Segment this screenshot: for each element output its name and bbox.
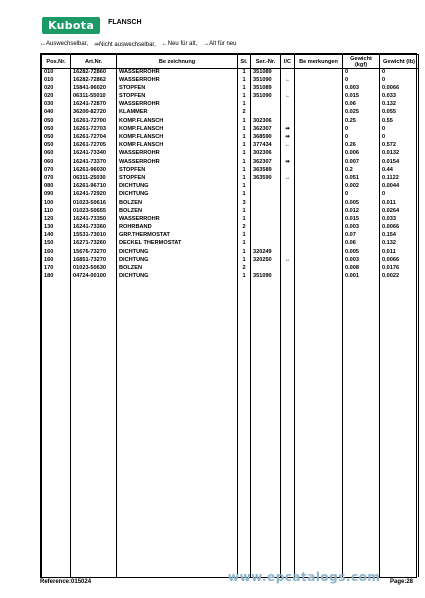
- interchange-cell: ⇸: [281, 126, 295, 134]
- col-header-weight-lb: Gewicht (lb): [380, 55, 419, 69]
- remarks-cell: [295, 183, 343, 191]
- table-header-row: [42, 55, 419, 69]
- table-row: [42, 134, 419, 142]
- legend-old-for-new: →Alt für neu: [203, 41, 237, 47]
- empty-cell: [71, 281, 117, 577]
- description-cell: WASSERROHR: [117, 216, 238, 224]
- weight-lb-cell: 0.011: [380, 249, 419, 257]
- col-header-description: Be zeichnung: [117, 55, 238, 69]
- description-cell: DICHTUNG: [117, 183, 238, 191]
- quantity-cell: 2: [238, 265, 251, 273]
- weight-lb-cell: 0: [380, 191, 419, 199]
- weight-kgf-cell: 0.005: [343, 249, 380, 257]
- description-cell: DICHTUNG: [117, 273, 238, 281]
- remarks-cell: [295, 118, 343, 126]
- table-row: [42, 69, 419, 77]
- description-cell: WASSERROHR: [117, 77, 238, 85]
- serial-cell: [251, 224, 281, 232]
- quantity-cell: 1: [238, 159, 251, 167]
- interchange-cell: [281, 69, 295, 77]
- weight-kgf-cell: 0.015: [343, 93, 380, 101]
- quantity-cell: 1: [238, 216, 251, 224]
- weight-kgf-cell: 0: [343, 126, 380, 134]
- description-cell: WASSERROHR: [117, 101, 238, 109]
- interchange-cell: ←: [281, 77, 295, 85]
- interchange-cell: [281, 109, 295, 117]
- interchange-cell: [281, 208, 295, 216]
- table-row: [42, 126, 419, 134]
- pos-cell: 100: [42, 200, 71, 208]
- part-number-cell: 16851-73270: [71, 257, 117, 265]
- remarks-cell: [295, 200, 343, 208]
- weight-lb-cell: 0: [380, 126, 419, 134]
- weight-kgf-cell: 0.015: [343, 216, 380, 224]
- description-cell: DICHTUNG: [117, 249, 238, 257]
- table-row: [42, 175, 419, 183]
- quantity-cell: 2: [238, 109, 251, 117]
- page-title: FLANSCH: [108, 18, 142, 26]
- part-number-cell: 16241-73370: [71, 159, 117, 167]
- serial-cell: 351089: [251, 69, 281, 77]
- remarks-cell: [295, 93, 343, 101]
- interchange-cell: [281, 273, 295, 281]
- table-row: [42, 159, 419, 167]
- interchange-cell: [281, 118, 295, 126]
- table-row: [42, 142, 419, 150]
- table-row: [42, 183, 419, 191]
- col-header-serial: Ser.-Nr.: [251, 55, 281, 69]
- pos-cell: 140: [42, 232, 71, 240]
- remarks-cell: [295, 208, 343, 216]
- remarks-cell: [295, 101, 343, 109]
- interchange-cell: [281, 249, 295, 257]
- interchange-cell: [281, 216, 295, 224]
- quantity-cell: 3: [238, 200, 251, 208]
- remarks-cell: [295, 175, 343, 183]
- interchange-cell: ↔: [281, 175, 295, 183]
- interchange-cell: [281, 240, 295, 248]
- pos-cell: 040: [42, 109, 71, 117]
- weight-lb-cell: 0.132: [380, 101, 419, 109]
- weight-lb-cell: 0.572: [380, 142, 419, 150]
- quantity-cell: 2: [238, 224, 251, 232]
- part-number-cell: 15676-73270: [71, 249, 117, 257]
- legend-interchangeable: ↔Auswechselbar,: [40, 41, 89, 47]
- pos-cell: 170: [42, 265, 71, 273]
- quantity-cell: 1: [238, 175, 251, 183]
- weight-kgf-cell: 0.007: [343, 159, 380, 167]
- description-cell: DICHTUNG: [117, 257, 238, 265]
- serial-cell: 362307: [251, 126, 281, 134]
- table-row: [42, 150, 419, 158]
- interchange-cell: [281, 224, 295, 232]
- table-row: [42, 101, 419, 109]
- remarks-cell: [295, 134, 343, 142]
- weight-lb-cell: 0.0066: [380, 85, 419, 93]
- description-cell: DECKEL THERMOSTAT: [117, 240, 238, 248]
- document-header: [42, 14, 142, 36]
- table-row: [42, 93, 419, 101]
- description-cell: WASSERROHR: [117, 159, 238, 167]
- weight-kgf-cell: 0.06: [343, 240, 380, 248]
- quantity-cell: 1: [238, 118, 251, 126]
- serial-cell: [251, 232, 281, 240]
- weight-lb-cell: 0.033: [380, 93, 419, 101]
- remarks-cell: [295, 85, 343, 93]
- col-header-pos: Pos.Nr.: [42, 55, 71, 69]
- weight-lb-cell: 0: [380, 134, 419, 142]
- remarks-cell: [295, 109, 343, 117]
- weight-lb-cell: 0.55: [380, 118, 419, 126]
- weight-kgf-cell: 0: [343, 69, 380, 77]
- description-cell: KOMP.FLANSCH: [117, 126, 238, 134]
- weight-lb-cell: 0.0044: [380, 183, 419, 191]
- remarks-cell: [295, 257, 343, 265]
- pos-cell: 130: [42, 224, 71, 232]
- interchange-cell: ←: [281, 93, 295, 101]
- part-number-cell: 16241-72920: [71, 191, 117, 199]
- weight-kgf-cell: 0.003: [343, 257, 380, 265]
- part-number-cell: 36200-82720: [71, 109, 117, 117]
- empty-cell: [281, 281, 295, 577]
- pos-cell: 070: [42, 167, 71, 175]
- weight-kgf-cell: 0.002: [343, 183, 380, 191]
- quantity-cell: 1: [238, 101, 251, 109]
- kubota-logo: Kubota: [42, 17, 100, 34]
- part-number-cell: 16271-73260: [71, 240, 117, 248]
- pos-cell: 030: [42, 101, 71, 109]
- serial-cell: 302306: [251, 118, 281, 126]
- pos-cell: 120: [42, 216, 71, 224]
- weight-kgf-cell: 0.25: [343, 118, 380, 126]
- empty-cell: [380, 281, 419, 577]
- quantity-cell: 1: [238, 142, 251, 150]
- part-number-cell: 16261-96710: [71, 183, 117, 191]
- interchange-cell: [281, 183, 295, 191]
- table-row: [42, 191, 419, 199]
- table-row: [42, 167, 419, 175]
- part-number-cell: 16261-96030: [71, 167, 117, 175]
- weight-kgf-cell: 0: [343, 77, 380, 85]
- serial-cell: 377434: [251, 142, 281, 150]
- quantity-cell: 1: [238, 191, 251, 199]
- table-row: [42, 216, 419, 224]
- weight-lb-cell: 0.0154: [380, 159, 419, 167]
- col-header-remarks: Be merkungen: [295, 55, 343, 69]
- weight-kgf-cell: 0.07: [343, 232, 380, 240]
- interchange-cell: [281, 101, 295, 109]
- pos-cell: 010: [42, 69, 71, 77]
- table-row: [42, 265, 419, 273]
- table-body: [42, 69, 419, 578]
- part-number-cell: 15841-96020: [71, 85, 117, 93]
- table-row: [42, 240, 419, 248]
- interchange-cell: [281, 200, 295, 208]
- part-number-cell: 04724-00100: [71, 273, 117, 281]
- pos-cell: 050: [42, 142, 71, 150]
- serial-cell: 302306: [251, 150, 281, 158]
- weight-kgf-cell: 0.2: [343, 167, 380, 175]
- quantity-cell: 1: [238, 183, 251, 191]
- pos-cell: 050: [42, 134, 71, 142]
- table-row: [42, 109, 419, 117]
- weight-lb-cell: 0.0022: [380, 273, 419, 281]
- quantity-cell: 1: [238, 208, 251, 216]
- weight-lb-cell: 0.0264: [380, 208, 419, 216]
- empty-cell: [117, 281, 238, 577]
- description-cell: BOLZEN: [117, 265, 238, 273]
- description-cell: STOPFEN: [117, 85, 238, 93]
- serial-cell: 351089: [251, 85, 281, 93]
- weight-lb-cell: 0.132: [380, 240, 419, 248]
- part-number-cell: 06311-55010: [71, 93, 117, 101]
- weight-lb-cell: 0.055: [380, 109, 419, 117]
- weight-kgf-cell: 0.26: [343, 142, 380, 150]
- empty-cell: [295, 281, 343, 577]
- pos-cell: 060: [42, 150, 71, 158]
- part-number-cell: 01023-50616: [71, 200, 117, 208]
- serial-cell: [251, 183, 281, 191]
- col-header-part-number: Art.Nr.: [71, 55, 117, 69]
- part-number-cell: 16282-72862: [71, 77, 117, 85]
- table-filler-row: [42, 281, 419, 577]
- weight-kgf-cell: 0: [343, 134, 380, 142]
- pos-cell: 050: [42, 126, 71, 134]
- weight-lb-cell: 0.0066: [380, 257, 419, 265]
- part-number-cell: 01023-50655: [71, 208, 117, 216]
- reference-number: Reference:015024: [40, 579, 92, 585]
- weight-lb-cell: 0.0132: [380, 150, 419, 158]
- watermark: www.epcatalogs.com: [228, 570, 381, 584]
- description-cell: STOPFEN: [117, 93, 238, 101]
- weight-lb-cell: 0.0066: [380, 224, 419, 232]
- weight-kgf-cell: 0.06: [343, 101, 380, 109]
- quantity-cell: 1: [238, 93, 251, 101]
- weight-kgf-cell: 0: [343, 191, 380, 199]
- part-number-cell: 16261-72703: [71, 126, 117, 134]
- pos-cell: 110: [42, 208, 71, 216]
- serial-cell: 362307: [251, 159, 281, 167]
- description-cell: BOLZEN: [117, 208, 238, 216]
- serial-cell: 351090: [251, 93, 281, 101]
- quantity-cell: 1: [238, 77, 251, 85]
- weight-lb-cell: 0.033: [380, 216, 419, 224]
- serial-cell: 351090: [251, 77, 281, 85]
- quantity-cell: 1: [238, 69, 251, 77]
- remarks-cell: [295, 142, 343, 150]
- weight-lb-cell: 0: [380, 77, 419, 85]
- empty-cell: [251, 281, 281, 577]
- empty-cell: [343, 281, 380, 577]
- weight-kgf-cell: 0.051: [343, 175, 380, 183]
- interchange-cell: [281, 191, 295, 199]
- interchange-cell: [281, 167, 295, 175]
- weight-kgf-cell: 0.008: [343, 265, 380, 273]
- parts-table-frame: [40, 53, 417, 578]
- description-cell: STOPFEN: [117, 175, 238, 183]
- table-row: [42, 85, 419, 93]
- weight-kgf-cell: 0.025: [343, 109, 380, 117]
- description-cell: KOMP.FLANSCH: [117, 134, 238, 142]
- weight-lb-cell: 0.154: [380, 232, 419, 240]
- interchange-cell: [281, 265, 295, 273]
- serial-cell: [251, 191, 281, 199]
- description-cell: KLAMMER: [117, 109, 238, 117]
- description-cell: KOMP.FLANSCH: [117, 118, 238, 126]
- weight-lb-cell: 0.1122: [380, 175, 419, 183]
- description-cell: DICHTUNG: [117, 191, 238, 199]
- col-header-interchange: I/C: [281, 55, 295, 69]
- serial-cell: [251, 200, 281, 208]
- table-row: [42, 224, 419, 232]
- weight-lb-cell: 0: [380, 69, 419, 77]
- remarks-cell: [295, 69, 343, 77]
- remarks-cell: [295, 273, 343, 281]
- remarks-cell: [295, 216, 343, 224]
- weight-lb-cell: 0.011: [380, 200, 419, 208]
- serial-cell: [251, 208, 281, 216]
- interchange-cell: ↔: [281, 257, 295, 265]
- part-number-cell: 16241-73350: [71, 216, 117, 224]
- quantity-cell: 1: [238, 273, 251, 281]
- quantity-cell: 1: [238, 257, 251, 265]
- pos-cell: 180: [42, 273, 71, 281]
- table-row: [42, 232, 419, 240]
- empty-cell: [238, 281, 251, 577]
- part-number-cell: 06311-25030: [71, 175, 117, 183]
- description-cell: WASSERROHR: [117, 69, 238, 77]
- quantity-cell: 1: [238, 85, 251, 93]
- part-number-cell: 15531-73010: [71, 232, 117, 240]
- remarks-cell: [295, 249, 343, 257]
- pos-cell: 070: [42, 175, 71, 183]
- quantity-cell: 1: [238, 150, 251, 158]
- quantity-cell: 1: [238, 232, 251, 240]
- remarks-cell: [295, 191, 343, 199]
- legend-new-for-old: ←Neu für alt,: [161, 41, 198, 47]
- interchange-cell: ⇸: [281, 159, 295, 167]
- description-cell: BOLZEN: [117, 200, 238, 208]
- remarks-cell: [295, 240, 343, 248]
- quantity-cell: 1: [238, 167, 251, 175]
- part-number-cell: 16241-73360: [71, 224, 117, 232]
- remarks-cell: [295, 224, 343, 232]
- weight-kgf-cell: 0.012: [343, 208, 380, 216]
- interchange-cell: [281, 150, 295, 158]
- col-header-quantity: St.: [238, 55, 251, 69]
- interchange-legend: [40, 41, 236, 48]
- serial-cell: 320250: [251, 257, 281, 265]
- serial-cell: [251, 109, 281, 117]
- description-cell: KOMP.FLANSCH: [117, 142, 238, 150]
- serial-cell: 320249: [251, 249, 281, 257]
- remarks-cell: [295, 167, 343, 175]
- part-number-cell: 16261-72700: [71, 118, 117, 126]
- weight-kgf-cell: 0.003: [343, 224, 380, 232]
- weight-kgf-cell: 0.003: [343, 85, 380, 93]
- pos-cell: 020: [42, 93, 71, 101]
- description-cell: ROHRBAND: [117, 224, 238, 232]
- interchange-cell: ⇸: [281, 134, 295, 142]
- table-row: [42, 249, 419, 257]
- table-row: [42, 257, 419, 265]
- table-row: [42, 200, 419, 208]
- pos-cell: 060: [42, 159, 71, 167]
- weight-kgf-cell: 0.005: [343, 200, 380, 208]
- description-cell: STOPFEN: [117, 167, 238, 175]
- remarks-cell: [295, 159, 343, 167]
- empty-cell: [42, 281, 71, 577]
- weight-lb-cell: 0.0176: [380, 265, 419, 273]
- part-number-cell: 16241-73340: [71, 150, 117, 158]
- remarks-cell: [295, 150, 343, 158]
- pos-cell: 160: [42, 249, 71, 257]
- page-number: Page:28: [389, 579, 413, 585]
- remarks-cell: [295, 232, 343, 240]
- interchange-cell: ←: [281, 142, 295, 150]
- serial-cell: [251, 101, 281, 109]
- part-number-cell: 16241-72870: [71, 101, 117, 109]
- weight-kgf-cell: 0.006: [343, 150, 380, 158]
- remarks-cell: [295, 126, 343, 134]
- quantity-cell: 1: [238, 126, 251, 134]
- interchange-cell: [281, 85, 295, 93]
- pos-cell: 010: [42, 77, 71, 85]
- part-number-cell: 16261-72704: [71, 134, 117, 142]
- weight-kgf-cell: 0.001: [343, 273, 380, 281]
- table-row: [42, 77, 419, 85]
- pos-cell: 080: [42, 183, 71, 191]
- remarks-cell: [295, 77, 343, 85]
- legend-not-interchangeable: ⇸Nicht auswechselbar,: [94, 42, 156, 48]
- part-number-cell: 16261-72705: [71, 142, 117, 150]
- serial-cell: [251, 265, 281, 273]
- col-header-weight-kgf: Gewicht (kgf): [343, 55, 380, 69]
- part-number-cell: 16282-72860: [71, 69, 117, 77]
- part-number-cell: 01023-50630: [71, 265, 117, 273]
- pos-cell: 050: [42, 118, 71, 126]
- table-row: [42, 208, 419, 216]
- serial-cell: 368590: [251, 134, 281, 142]
- pos-cell: 150: [42, 240, 71, 248]
- serial-cell: [251, 240, 281, 248]
- pos-cell: 090: [42, 191, 71, 199]
- serial-cell: 351090: [251, 273, 281, 281]
- table-row: [42, 118, 419, 126]
- parts-table: [41, 54, 419, 577]
- weight-lb-cell: 0.44: [380, 167, 419, 175]
- serial-cell: [251, 216, 281, 224]
- pos-cell: 020: [42, 85, 71, 93]
- table-row: [42, 273, 419, 281]
- quantity-cell: 1: [238, 240, 251, 248]
- serial-cell: 363590: [251, 175, 281, 183]
- interchange-cell: [281, 232, 295, 240]
- description-cell: WASSERROHR: [117, 150, 238, 158]
- remarks-cell: [295, 265, 343, 273]
- description-cell: GRP.THERMOSTAT: [117, 232, 238, 240]
- quantity-cell: 1: [238, 134, 251, 142]
- serial-cell: 363589: [251, 167, 281, 175]
- pos-cell: 160: [42, 257, 71, 265]
- quantity-cell: 1: [238, 249, 251, 257]
